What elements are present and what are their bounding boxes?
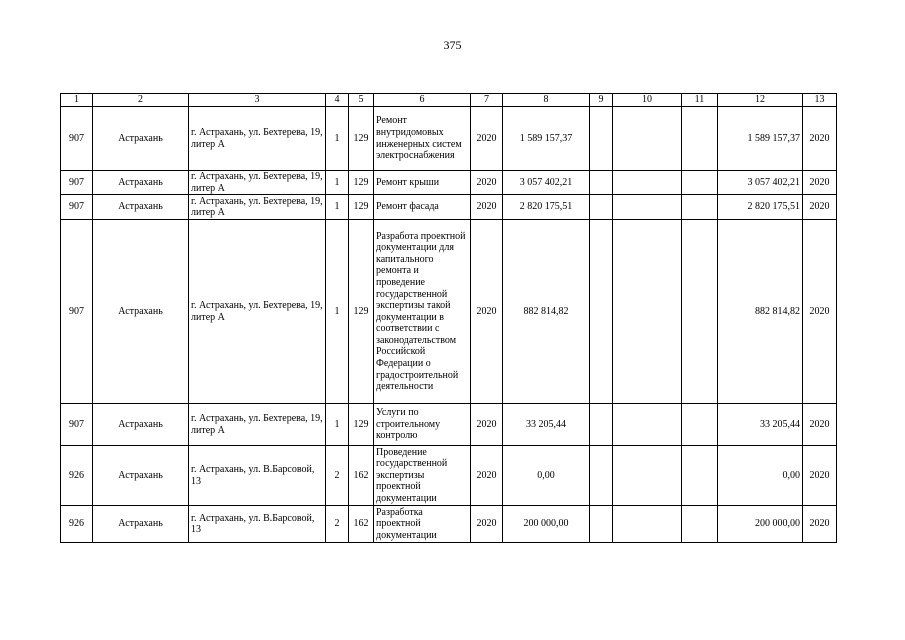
cell-amount-total: 1 589 157,37 xyxy=(718,107,803,171)
column-header: 5 xyxy=(349,94,374,107)
cell-col10 xyxy=(613,107,682,171)
cell-year: 2020 xyxy=(471,446,503,506)
cell-col5: 162 xyxy=(349,506,374,543)
cell-number: 907 xyxy=(61,107,93,171)
cell-col10 xyxy=(613,446,682,506)
cell-col5: 129 xyxy=(349,107,374,171)
table-row xyxy=(61,220,837,404)
cell-number: 907 xyxy=(61,220,93,404)
cell-amount-total: 33 205,44 xyxy=(718,404,803,446)
cell-year: 2020 xyxy=(471,506,503,543)
cell-col11 xyxy=(682,171,718,195)
cell-col11 xyxy=(682,195,718,220)
cell-year-end: 2020 xyxy=(803,446,837,506)
cell-col5: 129 xyxy=(349,404,374,446)
cell-amount: 2 820 175,51 xyxy=(503,195,590,220)
cell-year-end: 2020 xyxy=(803,107,837,171)
cell-col5: 162 xyxy=(349,446,374,506)
column-header: 9 xyxy=(590,94,613,107)
cell-address: г. Астрахань, ул. В.Барсовой, 13 xyxy=(189,446,326,506)
cell-number: 907 xyxy=(61,195,93,220)
cell-col5: 129 xyxy=(349,195,374,220)
cell-number: 926 xyxy=(61,446,93,506)
cell-col4: 1 xyxy=(326,195,349,220)
cell-number: 926 xyxy=(61,506,93,543)
cell-city: Астрахань xyxy=(93,171,189,195)
cell-col10 xyxy=(613,171,682,195)
cell-work-type: Разработка проектной документации xyxy=(374,506,471,543)
cell-year: 2020 xyxy=(471,195,503,220)
cell-city: Астрахань xyxy=(93,404,189,446)
cell-col4: 1 xyxy=(326,404,349,446)
column-header: 7 xyxy=(471,94,503,107)
cell-year: 2020 xyxy=(471,220,503,404)
cell-amount: 1 589 157,37 xyxy=(503,107,590,171)
column-header: 12 xyxy=(718,94,803,107)
cell-col4: 2 xyxy=(326,446,349,506)
cell-amount-total: 882 814,82 xyxy=(718,220,803,404)
cell-col11 xyxy=(682,446,718,506)
cell-city: Астрахань xyxy=(93,446,189,506)
cell-col9 xyxy=(590,446,613,506)
cell-col4: 1 xyxy=(326,220,349,404)
cell-number: 907 xyxy=(61,171,93,195)
cell-work-type: Разработа проектной документации для капитального ремонта и проведение государственной экспертизы такой документации в соответствии с законодательством Российской Федерации о градостроительной деятельности xyxy=(374,220,471,404)
cell-col11 xyxy=(682,107,718,171)
table-row xyxy=(61,107,837,171)
column-header: 2 xyxy=(93,94,189,107)
column-header: 13 xyxy=(803,94,837,107)
cell-city: Астрахань xyxy=(93,506,189,543)
table-row xyxy=(61,171,837,195)
cell-city: Астрахань xyxy=(93,107,189,171)
cell-year-end: 2020 xyxy=(803,171,837,195)
cell-address: г. Астрахань, ул. Бехтерева, 19, литер А xyxy=(189,220,326,404)
cell-amount: 882 814,82 xyxy=(503,220,590,404)
cell-address: г. Астрахань, ул. Бехтерева, 19, литер А xyxy=(189,171,326,195)
column-number-row xyxy=(61,94,837,107)
cell-col11 xyxy=(682,220,718,404)
cell-year: 2020 xyxy=(471,171,503,195)
cell-address: г. Астрахань, ул. Бехтерева, 19, литер А xyxy=(189,107,326,171)
cell-city: Астрахань xyxy=(93,195,189,220)
cell-col5: 129 xyxy=(349,220,374,404)
capital-repair-table xyxy=(60,93,837,543)
cell-amount-total: 2 820 175,51 xyxy=(718,195,803,220)
cell-col5: 129 xyxy=(349,171,374,195)
column-header: 1 xyxy=(61,94,93,107)
column-header: 6 xyxy=(374,94,471,107)
cell-address: г. Астрахань, ул. В.Барсовой, 13 xyxy=(189,506,326,543)
cell-col4: 1 xyxy=(326,107,349,171)
cell-col11 xyxy=(682,506,718,543)
cell-year-end: 2020 xyxy=(803,506,837,543)
cell-col9 xyxy=(590,220,613,404)
cell-col9 xyxy=(590,506,613,543)
cell-col9 xyxy=(590,404,613,446)
cell-amount: 200 000,00 xyxy=(503,506,590,543)
cell-work-type: Проведение государственной экспертизы проектной документации xyxy=(374,446,471,506)
cell-amount: 0,00 xyxy=(503,446,590,506)
cell-col9 xyxy=(590,171,613,195)
cell-year-end: 2020 xyxy=(803,404,837,446)
column-header: 3 xyxy=(189,94,326,107)
cell-work-type: Ремонт фасада xyxy=(374,195,471,220)
cell-col10 xyxy=(613,404,682,446)
column-header: 10 xyxy=(613,94,682,107)
cell-col10 xyxy=(613,195,682,220)
cell-city: Астрахань xyxy=(93,220,189,404)
cell-address: г. Астрахань, ул. Бехтерева, 19, литер А xyxy=(189,195,326,220)
cell-col10 xyxy=(613,506,682,543)
cell-amount-total: 200 000,00 xyxy=(718,506,803,543)
table-row xyxy=(61,446,837,506)
page-number: 375 xyxy=(443,38,462,52)
cell-year-end: 2020 xyxy=(803,220,837,404)
column-header: 8 xyxy=(503,94,590,107)
cell-year: 2020 xyxy=(471,107,503,171)
table-row xyxy=(61,195,837,220)
column-header: 4 xyxy=(326,94,349,107)
table-row xyxy=(61,404,837,446)
cell-amount: 33 205,44 xyxy=(503,404,590,446)
table-row xyxy=(61,506,837,543)
cell-col4: 1 xyxy=(326,171,349,195)
cell-year: 2020 xyxy=(471,404,503,446)
cell-col9 xyxy=(590,107,613,171)
cell-amount-total: 3 057 402,21 xyxy=(718,171,803,195)
column-header: 11 xyxy=(682,94,718,107)
cell-work-type: Услуги по строительному контролю xyxy=(374,404,471,446)
cell-year-end: 2020 xyxy=(803,195,837,220)
cell-work-type: Ремонт крыши xyxy=(374,171,471,195)
cell-work-type: Ремонт внутридомовых инженерных систем электроснабжения xyxy=(374,107,471,171)
cell-col11 xyxy=(682,404,718,446)
cell-col4: 2 xyxy=(326,506,349,543)
cell-col9 xyxy=(590,195,613,220)
cell-address: г. Астрахань, ул. Бехтерева, 19, литер А xyxy=(189,404,326,446)
cell-col10 xyxy=(613,220,682,404)
cell-number: 907 xyxy=(61,404,93,446)
cell-amount: 3 057 402,21 xyxy=(503,171,590,195)
cell-amount-total: 0,00 xyxy=(718,446,803,506)
